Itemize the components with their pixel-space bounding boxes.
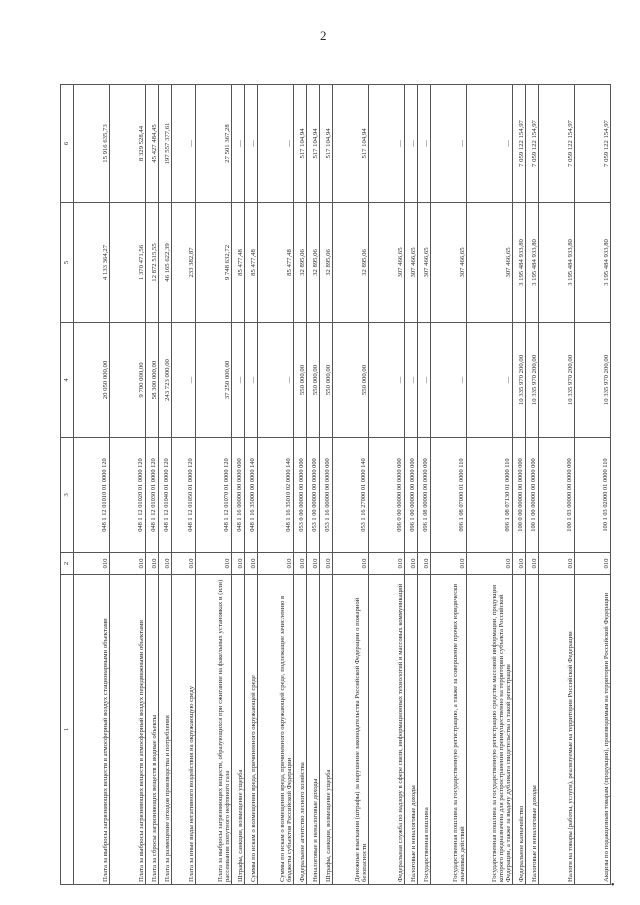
row-budget-code: 096 1 00 00000 00 0000 000 — [405, 438, 418, 553]
table-row — [418, 85, 431, 885]
row-name: Федеральное казначейство — [513, 575, 526, 885]
table-row — [196, 85, 232, 885]
row-budget-code: 053 1 16 00000 00 0000 000 — [320, 438, 333, 553]
row-remaining: 7 059 122 154,97 — [575, 85, 611, 203]
row-budget-code: 096 1 08 07130 01 0000 110 — [467, 438, 513, 553]
row-executed: 85 477,48 — [232, 203, 245, 323]
table-row — [513, 85, 526, 885]
row-approved: — — [369, 323, 405, 438]
table-row — [110, 85, 146, 885]
header-col-5: 5 — [61, 203, 74, 323]
row-code: 010 — [467, 553, 513, 575]
row-approved: 550 000,00 — [333, 323, 369, 438]
row-remaining: — — [369, 85, 405, 203]
row-code: 010 — [369, 553, 405, 575]
row-remaining: 517 104,94 — [333, 85, 369, 203]
row-code: 010 — [159, 553, 172, 575]
row-approved: 58 300 000,00 — [146, 323, 159, 438]
page-mark: • — [611, 880, 615, 891]
row-code: 010 — [526, 553, 539, 575]
table-row — [431, 85, 467, 885]
row-code: 010 — [146, 553, 159, 575]
row-remaining: — — [467, 85, 513, 203]
row-code: 010 — [418, 553, 431, 575]
row-code: 010 — [431, 553, 467, 575]
income-table — [60, 84, 611, 885]
row-budget-code: 096 1 08 00000 00 0000 000 — [418, 438, 431, 553]
row-remaining: — — [245, 85, 258, 203]
row-approved: 550 000,00 — [294, 323, 307, 438]
row-executed: 85 477,48 — [258, 203, 294, 323]
row-approved: — — [405, 323, 418, 438]
row-executed: 9 748 632,72 — [196, 203, 232, 323]
table-row — [294, 85, 307, 885]
row-name: Штрафы, санкции, возмещение ущерба — [320, 575, 333, 885]
row-code: 010 — [294, 553, 307, 575]
row-code: 010 — [575, 553, 611, 575]
row-executed: 12 872 515,55 — [146, 203, 159, 323]
row-remaining: 7 059 122 154,97 — [513, 85, 526, 203]
row-budget-code: 048 1 12 01010 01 0000 120 — [74, 438, 110, 553]
row-name: Налоговые и неналоговые доходы — [405, 575, 418, 885]
table-row — [74, 85, 110, 885]
row-executed: 3 195 484 933,80 — [526, 203, 539, 323]
row-budget-code: 100 1 03 02000 01 0000 110 — [575, 438, 611, 553]
row-executed: 307 466,65 — [467, 203, 513, 323]
row-remaining: 15 916 635,73 — [74, 85, 110, 203]
row-budget-code: 100 1 00 00000 00 0000 000 — [526, 438, 539, 553]
row-remaining: 517 104,94 — [320, 85, 333, 203]
table-row — [172, 85, 196, 885]
row-remaining: — — [258, 85, 294, 203]
row-name: Неналоговые и неналоговые доходы — [307, 575, 320, 885]
row-budget-code: 048 1 12 01020 01 0000 120 — [110, 438, 146, 553]
row-approved: 550 000,00 — [307, 323, 320, 438]
header-col-3: 3 — [61, 438, 74, 553]
row-remaining: 7 059 122 154,97 — [526, 85, 539, 203]
table-row — [575, 85, 611, 885]
table-row — [146, 85, 159, 885]
row-code: 010 — [320, 553, 333, 575]
row-approved: 10 335 970 200,00 — [539, 323, 575, 438]
row-executed: 307 466,65 — [405, 203, 418, 323]
row-executed: 307 466,65 — [418, 203, 431, 323]
row-name: Федеральная служба по надзору в сфере связи, информационных технологий и массовых коммуникаций — [369, 575, 405, 885]
row-name: Штрафы, санкции, возмещение ущерба — [232, 575, 245, 885]
table-row — [333, 85, 369, 885]
table-row — [405, 85, 418, 885]
row-budget-code: 048 1 12 01030 01 0000 120 — [146, 438, 159, 553]
row-executed: 32 895,06 — [320, 203, 333, 323]
row-budget-code: 048 1 16 35000 00 0000 140 — [245, 438, 258, 553]
row-code: 010 — [539, 553, 575, 575]
row-approved: 10 335 970 200,00 — [526, 323, 539, 438]
header-row — [61, 85, 74, 885]
table-row — [539, 85, 575, 885]
row-code: 010 — [307, 553, 320, 575]
row-code: 010 — [172, 553, 196, 575]
row-budget-code: 048 1 12 01070 01 0000 120 — [196, 438, 232, 553]
row-approved: 10 335 970 200,00 — [575, 323, 611, 438]
row-budget-code: 100 1 03 00000 00 0000 000 — [539, 438, 575, 553]
row-name: Плата за выбросы загрязняющих веществ, образующихся при сжигании на факельных установках и (или) рассеивании попутного нефтяного газа — [196, 575, 232, 885]
income-table-container — [60, 85, 610, 885]
row-code: 010 — [110, 553, 146, 575]
row-approved: — — [467, 323, 513, 438]
table-row — [467, 85, 513, 885]
row-name: Плата за выбросы загрязняющих веществ в атмосферный воздух передвижными объектами — [110, 575, 146, 885]
row-name: Акцизы по подакцизным товарам (продукции), производимым на территории Российской Федерации — [575, 575, 611, 885]
page-number: 2 — [320, 28, 327, 43]
row-remaining: 8 329 528,44 — [110, 85, 146, 203]
table-row — [258, 85, 294, 885]
row-approved: — — [418, 323, 431, 438]
row-executed: 46 165 622,39 — [159, 203, 172, 323]
row-name: Налоговые и неналоговые доходы — [526, 575, 539, 885]
row-budget-code: 096 0 00 00000 00 0000 000 — [369, 438, 405, 553]
row-code: 010 — [245, 553, 258, 575]
row-remaining: 27 501 367,28 — [196, 85, 232, 203]
row-name: Плата за иные виды негативного воздействия на окружающую среду — [172, 575, 196, 885]
row-name: Плата за сбросы загрязняющих веществ в водные объекты — [146, 575, 159, 885]
row-approved: — — [258, 323, 294, 438]
row-executed: 233 382,87 — [172, 203, 196, 323]
row-name: Суммы по искам о возмещении вреда, причиненного окружающей среде, подлежащие зачислению в бюджеты субъектов Российской Федерации — [258, 575, 294, 885]
row-approved: 550 000,00 — [320, 323, 333, 438]
row-budget-code: 096 1 08 07000 01 0000 110 — [431, 438, 467, 553]
row-remaining: — — [431, 85, 467, 203]
row-code: 010 — [232, 553, 245, 575]
row-approved: 20 050 000,00 — [74, 323, 110, 438]
row-executed: 4 133 364,27 — [74, 203, 110, 323]
row-budget-code: 048 1 12 01040 01 0000 120 — [159, 438, 172, 553]
row-approved: 37 250 000,00 — [196, 323, 232, 438]
row-name: Государственная пошлина — [418, 575, 431, 885]
row-remaining: 517 104,94 — [294, 85, 307, 203]
table-row — [159, 85, 172, 885]
row-approved: — — [232, 323, 245, 438]
row-budget-code: 048 1 16 00000 00 0000 000 — [232, 438, 245, 553]
row-code: 010 — [74, 553, 110, 575]
row-code: 010 — [196, 553, 232, 575]
row-name: Денежные взыскания (штрафы) за нарушение законодательства Российской Федерации о пожарной безопасности — [333, 575, 369, 885]
row-executed: 3 195 484 933,80 — [513, 203, 526, 323]
row-executed: 1 370 471,56 — [110, 203, 146, 323]
row-budget-code: 053 1 16 27000 01 0000 140 — [333, 438, 369, 553]
header-col-6: 6 — [61, 85, 74, 203]
row-code: 010 — [405, 553, 418, 575]
row-name: Государственная пошлина за государственную регистрацию средства массовой информации, продукция которого предназначена для распространения преимущественно на территории субъекта Российской Федерации, а также за выдачу дубликата свидетельства о такой регистрации — [467, 575, 513, 885]
table-row — [320, 85, 333, 885]
table-row — [232, 85, 245, 885]
header-col-2: 2 — [61, 553, 74, 575]
row-approved: — — [431, 323, 467, 438]
row-budget-code: 053 1 00 00000 00 0000 000 — [307, 438, 320, 553]
row-budget-code: 053 0 00 00000 00 0000 000 — [294, 438, 307, 553]
row-remaining: — — [172, 85, 196, 203]
table-row — [307, 85, 320, 885]
row-executed: 3 195 484 933,80 — [539, 203, 575, 323]
row-remaining: — — [405, 85, 418, 203]
row-name: Федеральное агентство лесного хозяйства — [294, 575, 307, 885]
row-name: Государственная пошлина за государственную регистрацию, а также за совершение прочих юридически значимых действий — [431, 575, 467, 885]
row-budget-code: 100 0 00 00000 00 0000 000 — [513, 438, 526, 553]
row-executed: 32 895,06 — [333, 203, 369, 323]
row-approved: — — [245, 323, 258, 438]
row-executed: 32 895,06 — [294, 203, 307, 323]
row-remaining: 197 557 377,61 — [159, 85, 172, 203]
row-approved: 9 700 000,00 — [110, 323, 146, 438]
row-budget-code: 048 1 16 35010 02 0000 140 — [258, 438, 294, 553]
row-remaining: 7 059 122 154,97 — [539, 85, 575, 203]
row-executed: 3 195 484 933,80 — [575, 203, 611, 323]
table-row — [526, 85, 539, 885]
row-name: Суммы по искам о возмещении вреда, причиненного окружающей среде — [245, 575, 258, 885]
row-name: Плата за размещение отходов производства и потребления — [159, 575, 172, 885]
row-name: Налоги на товары (работы, услуги), реализуемые на территории Российской Федерации — [539, 575, 575, 885]
row-code: 010 — [513, 553, 526, 575]
header-col-1: 1 — [61, 575, 74, 885]
row-remaining: — — [418, 85, 431, 203]
row-executed: 85 477,48 — [245, 203, 258, 323]
row-remaining: 517 104,94 — [307, 85, 320, 203]
row-code: 010 — [258, 553, 294, 575]
row-budget-code: 048 1 12 01050 01 0000 120 — [172, 438, 196, 553]
row-executed: 32 895,06 — [307, 203, 320, 323]
row-executed: 307 466,65 — [431, 203, 467, 323]
row-approved: — — [172, 323, 196, 438]
header-col-4: 4 — [61, 323, 74, 438]
row-remaining: 45 427 484,45 — [146, 85, 159, 203]
row-remaining: — — [232, 85, 245, 203]
table-row — [369, 85, 405, 885]
row-executed: 307 466,65 — [369, 203, 405, 323]
row-name: Плата за выбросы загрязняющих веществ в атмосферный воздух стационарными объектами — [74, 575, 110, 885]
row-code: 010 — [333, 553, 369, 575]
row-approved: 10 335 970 200,00 — [513, 323, 526, 438]
row-approved: 243 723 000,00 — [159, 323, 172, 438]
table-row — [245, 85, 258, 885]
